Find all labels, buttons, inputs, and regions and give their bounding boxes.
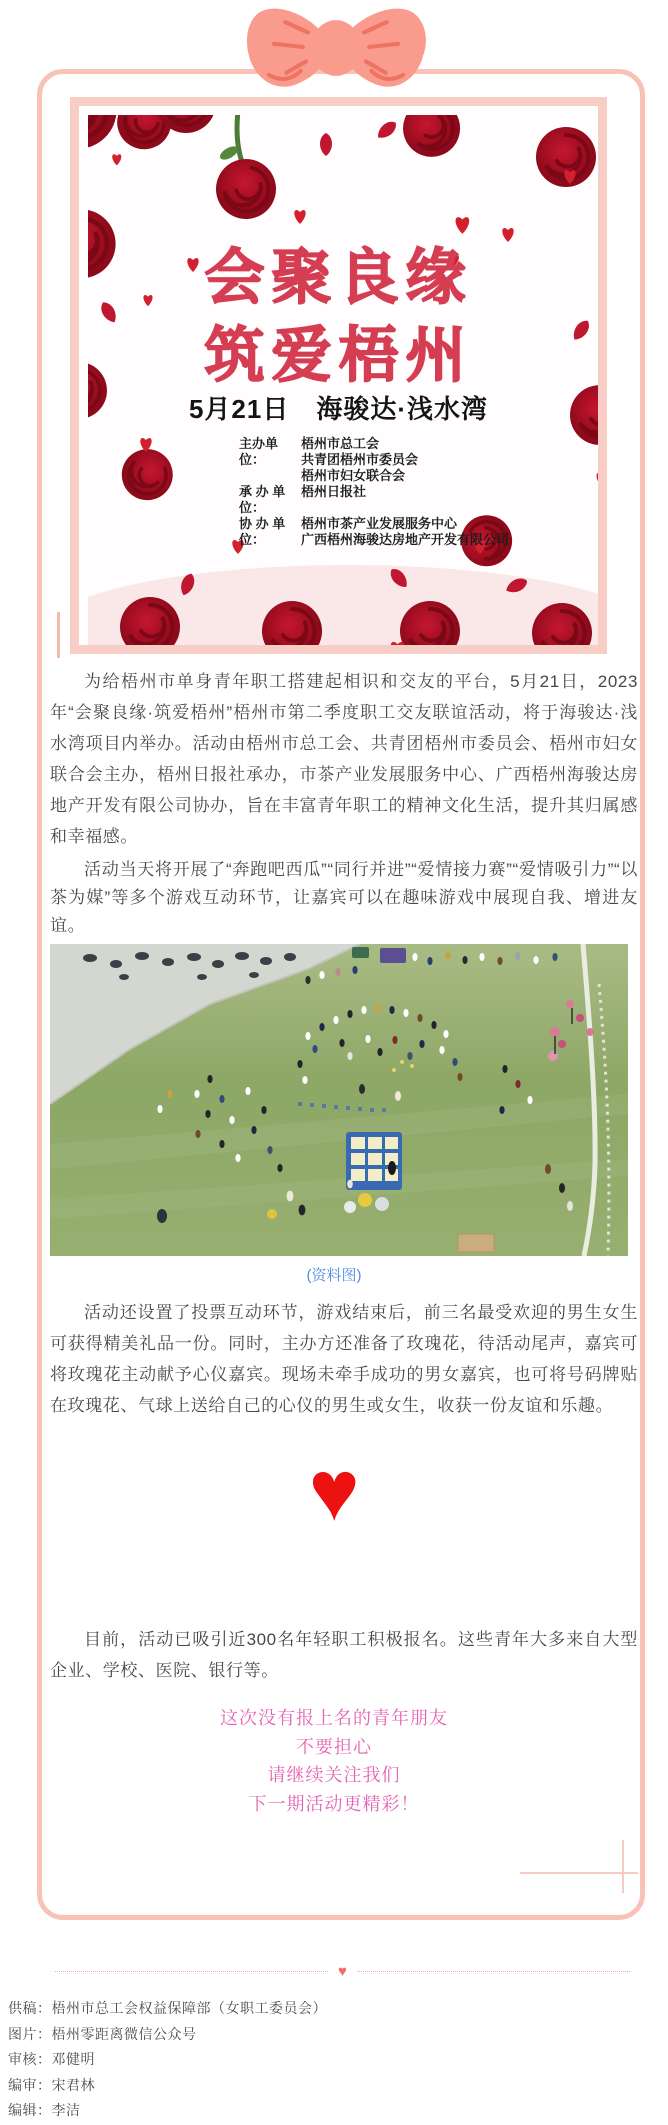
left-accent-line — [57, 612, 60, 658]
organizer-values — [301, 484, 366, 516]
organizer-label: 承 办 单 位： — [239, 484, 286, 515]
credit-label: 图片： — [8, 2025, 52, 2042]
crosshair-horizontal-line — [520, 1872, 638, 1874]
closing-line: 这次没有报上名的青年朋友 — [220, 1708, 448, 1728]
organizer-value: 梧州市茶产业发展服务中心 — [301, 516, 458, 531]
article-paragraph: 目前，活动已吸引近300名年轻职工积极报名。这些青年大多来自大型企业、学校、医院、银行等。 — [50, 1630, 638, 1680]
crosshair-vertical-line — [622, 1840, 624, 1893]
poster-organizer-list — [239, 436, 509, 548]
event-poster-image — [70, 97, 607, 654]
organizer-label: 主办单位： — [239, 436, 279, 467]
credit-row — [8, 2073, 327, 2099]
organizer-values — [301, 516, 509, 548]
event-photo — [50, 944, 628, 1256]
credit-label: 供稿： — [8, 2000, 52, 2016]
credit-row — [8, 2022, 327, 2048]
closing-line: 下一期活动更精彩！ — [248, 1793, 420, 1814]
credit-value: 李洁 — [51, 2102, 81, 2118]
credit-value: 梧州市总工会权益保障部（女职工委员会） — [51, 2000, 327, 2016]
credit-label: 编辑： — [8, 2102, 52, 2118]
organizer-values — [301, 436, 418, 484]
photo-caption: (资料图) — [306, 1267, 362, 1284]
organizer-label: 协 办 单 位： — [239, 516, 286, 547]
credit-label: 审核： — [8, 2051, 52, 2067]
heart-icon: ♥ — [338, 1963, 347, 1980]
organizer-row — [239, 484, 509, 516]
event-photo-graphic — [50, 944, 628, 1256]
organizer-value: 梧州市妇女联合会 — [301, 468, 406, 483]
bow-icon — [246, 2, 426, 94]
article-paragraph: 活动当天将开展了“奔跑吧西瓜”“同行并进”“爱情接力赛”“爱情吸引力”“以茶为媒”等多个游戏互动环节，让嘉宾可以在趣味游戏中展现自我、增进友谊。 — [50, 860, 638, 935]
credit-label: 编审： — [8, 2076, 52, 2093]
organizer-value: 广西梧州海骏达房地产开发有限公司 — [301, 532, 510, 547]
closing-message — [0, 1704, 668, 1818]
article-paragraph: 活动还设置了投票互动环节，游戏结束后，前三名最受欢迎的男生女生可获得精美礼品一份。同时，主办方还准备了玫瑰花，待活动尾声，嘉宾可将玫瑰花主动献予心仪嘉宾。现场未牵手成功的男女嘉宾，也可将号码牌贴在玫瑰花、气球上送给自己的心仪的男生或女生，收获一份友谊和乐趣。 — [50, 1303, 638, 1415]
poster-title-line1: 会聚良缘 — [204, 244, 473, 311]
organizer-value: 梧州市总工会 — [301, 436, 380, 451]
organizer-value: 共青团梧州市委员会 — [301, 452, 419, 467]
closing-line: 请继续关注我们 — [267, 1765, 401, 1785]
organizer-row — [239, 516, 509, 548]
organizer-row — [239, 436, 509, 484]
poster-title-line2: 筑爱梧州 — [204, 322, 473, 389]
divider-line-right — [357, 1971, 630, 1972]
credit-value: 宋君林 — [51, 2076, 95, 2093]
divider-line-left — [55, 1971, 328, 1972]
footer-divider — [55, 1964, 630, 1979]
credit-value: 梧州零距离微信公众号 — [51, 2025, 197, 2042]
article-paragraph: 为给梧州市单身青年职工搭建起相识和交友的平台，5月21日，2023年“会聚良缘·筑爱梧州”梧州市第二季度职工交友联谊活动，将于海骏达·浅水湾项目内举办。活动由梧州市总工会、共青团梧州市委员会、梧州市妇女联合会主办，梧州日报社承办，市茶产业发展服务中心、广西梧州海骏达房地产开发有限公司协办，旨在丰富青年职工的精神文化生活，提升其归属感和幸福感。 — [50, 672, 638, 846]
closing-line: 不要担心 — [296, 1736, 372, 1757]
footer-credits — [8, 1996, 327, 2124]
heart-icon: ♥ — [308, 1443, 360, 1539]
credit-row — [8, 2098, 327, 2124]
credit-row — [8, 2047, 327, 2073]
credit-value: 邓健明 — [51, 2051, 95, 2067]
organizer-value: 梧州日报社 — [301, 484, 367, 499]
poster-date-venue: 5月21日 海骏达·浅水湾 — [188, 394, 489, 424]
credit-row — [8, 1996, 327, 2022]
